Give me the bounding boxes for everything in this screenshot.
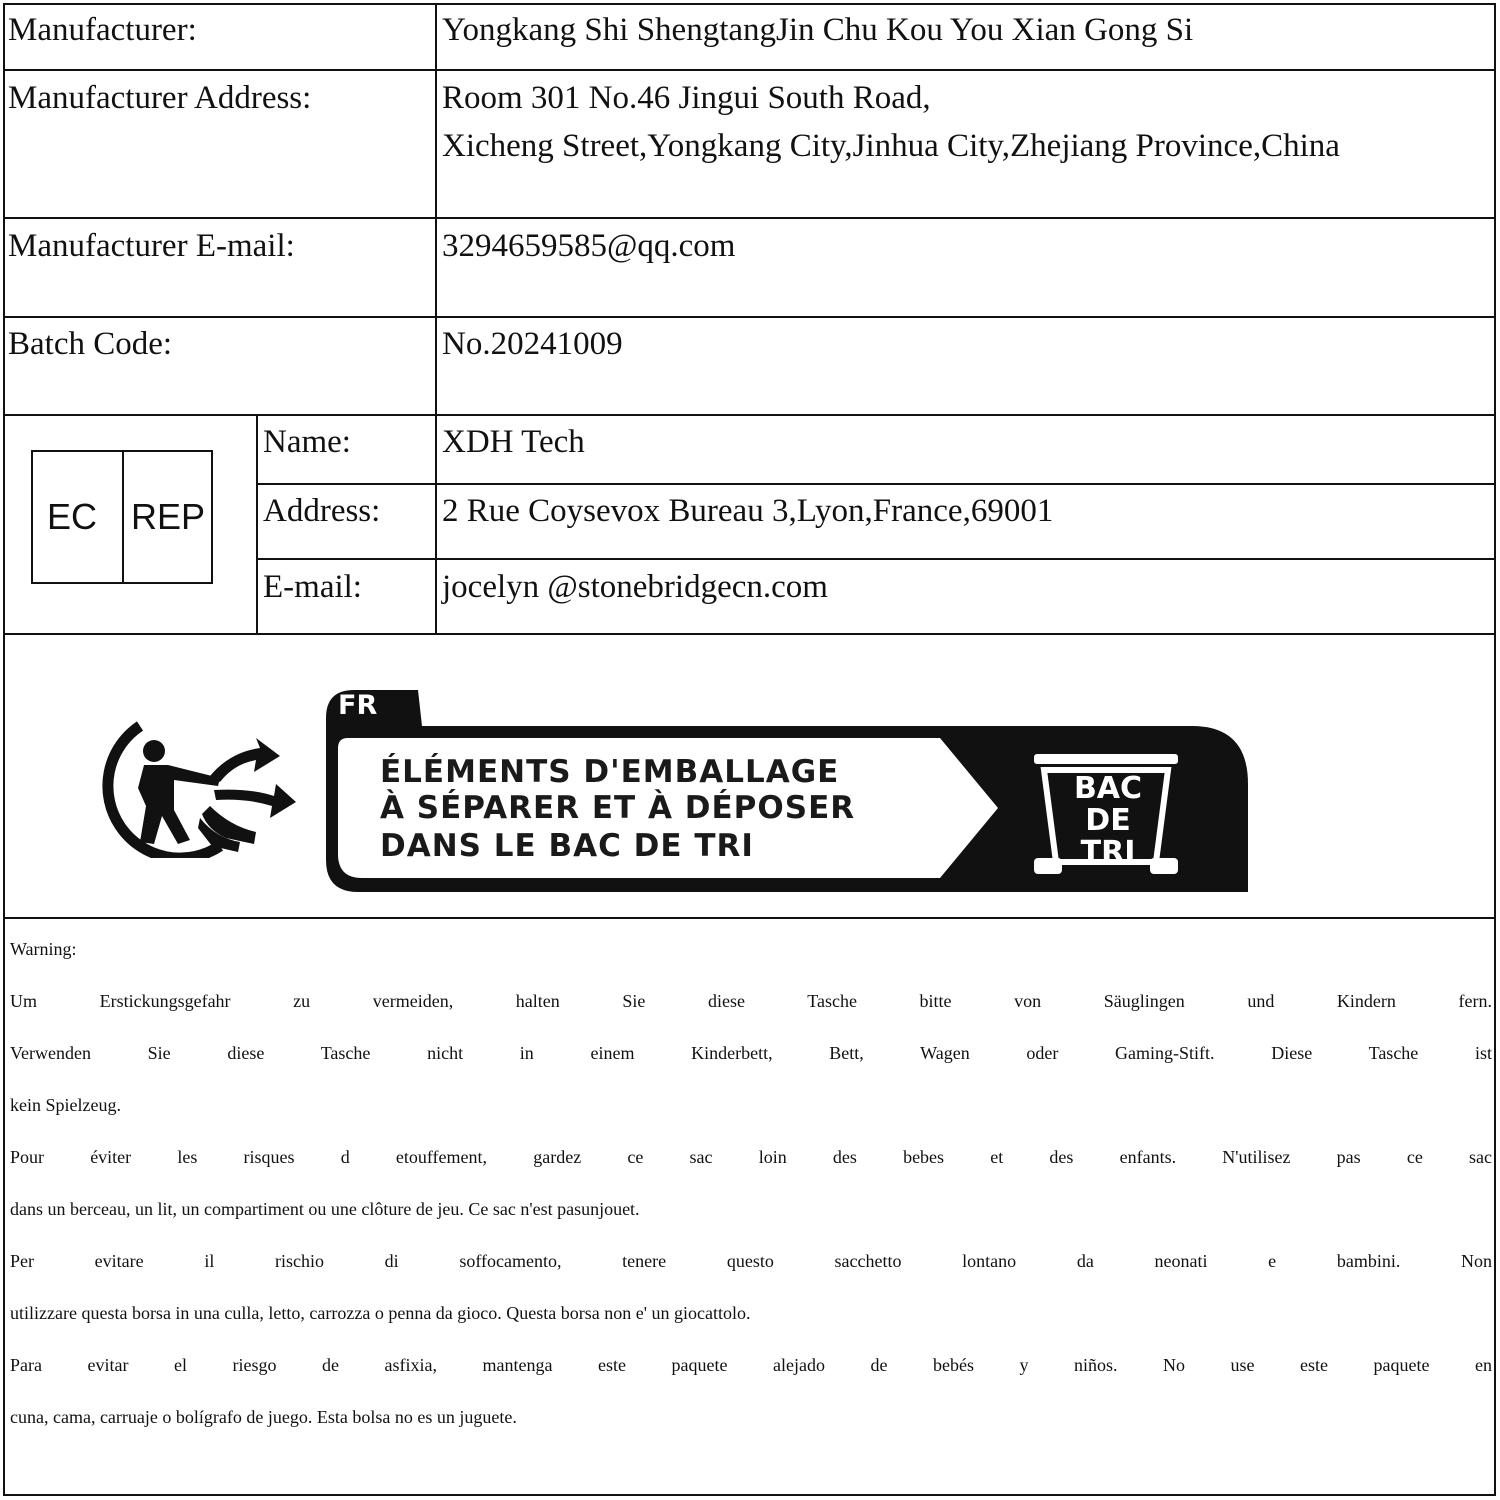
- manufacturer-email-value: 3294659585@qq.com: [442, 228, 736, 264]
- row-divider: [3, 69, 1496, 71]
- ec-rep-badge-left: EC: [47, 496, 98, 537]
- row-divider: [3, 217, 1496, 219]
- manufacturer-value: Yongkang Shi ShengtangJin Chu Kou You Xian Gong Si: [442, 12, 1194, 48]
- ec-rep-address-value: 2 Rue Coysevox Bureau 3,Lyon,France,69001: [442, 493, 1054, 529]
- warning-line: Para evitar el riesgo de asfixia, mantenga este paquete alejado de bebés y niños. No use este paquete en: [10, 1355, 1492, 1375]
- triman-line-3: DANS LE BAC DE TRI: [380, 828, 754, 864]
- warning-line: Per evitare il rischio di soffocamento, tenere questo sacchetto lontano da neonati e bambini. Non: [10, 1251, 1492, 1271]
- manufacturer-email-label: Manufacturer E-mail:: [8, 228, 295, 264]
- warning-line: utilizzare questa borsa in una culla, letto, carrozza o penna da gioco. Questa borsa non e' un giocattolo.: [10, 1303, 751, 1323]
- row-divider: [3, 917, 1496, 919]
- ec-rep-badge-right: REP: [131, 496, 206, 537]
- warning-line: Pour éviter les risques d etouffement, gardez ce sac loin des bebes et des enfants. N'utilisez pas ce sac: [10, 1147, 1492, 1167]
- manufacturer-address-line1: Room 301 No.46 Jingui South Road,: [442, 80, 931, 116]
- column-divider: [256, 414, 258, 634]
- badge-divider: [122, 452, 124, 582]
- batch-code-value: No.20241009: [442, 326, 623, 362]
- warning-line: kein Spielzeug.: [10, 1095, 121, 1115]
- manufacturer-address-label: Manufacturer Address:: [8, 80, 312, 116]
- triman-recycling-icon: [70, 718, 300, 858]
- ec-rep-name-value: XDH Tech: [442, 424, 585, 460]
- ec-rep-address-label: Address:: [263, 493, 381, 529]
- ec-rep-badge: [31, 450, 213, 584]
- country-tag: FR: [338, 690, 378, 721]
- bin-label-3: TRI: [1080, 835, 1136, 870]
- warning-title: Warning:: [10, 939, 77, 959]
- row-divider: [3, 633, 1496, 635]
- manufacturer-label: Manufacturer:: [8, 12, 197, 48]
- warning-line: dans un berceau, un lit, un compartiment ou une clôture de jeu. Ce sac n'est pasunjouet.: [10, 1199, 640, 1219]
- warning-line: cuna, cama, carruaje o bolígrafo de juego. Esta bolsa no es un juguete.: [10, 1407, 517, 1427]
- row-divider: [257, 483, 1496, 485]
- row-divider: [257, 558, 1496, 560]
- triman-line-2: À SÉPARER ET À DÉPOSER: [380, 790, 856, 826]
- row-divider: [3, 316, 1496, 318]
- ec-rep-name-label: Name:: [263, 424, 351, 460]
- manufacturer-address-line2: Xicheng Street,Yongkang City,Jinhua City,Zhejiang Province,China: [442, 128, 1340, 164]
- warning-line: Um Erstickungsgefahr zu vermeiden, halten Sie diese Tasche bitte von Säuglingen und Kindern fern.: [10, 991, 1492, 1011]
- row-divider: [3, 414, 1496, 416]
- ec-rep-email-label: E-mail:: [263, 569, 362, 605]
- column-divider: [435, 3, 437, 634]
- bin-label-2: DE: [1085, 803, 1131, 838]
- triman-line-1: ÉLÉMENTS D'EMBALLAGE: [380, 754, 840, 790]
- ec-rep-email-value: jocelyn @stonebridgecn.com: [442, 569, 828, 605]
- bin-label-1: BAC: [1073, 771, 1143, 806]
- warning-line: Verwenden Sie diese Tasche nicht in einem Kinderbett, Bett, Wagen oder Gaming-Stift. Diese Tasche ist: [10, 1043, 1492, 1063]
- batch-code-label: Batch Code:: [8, 326, 173, 362]
